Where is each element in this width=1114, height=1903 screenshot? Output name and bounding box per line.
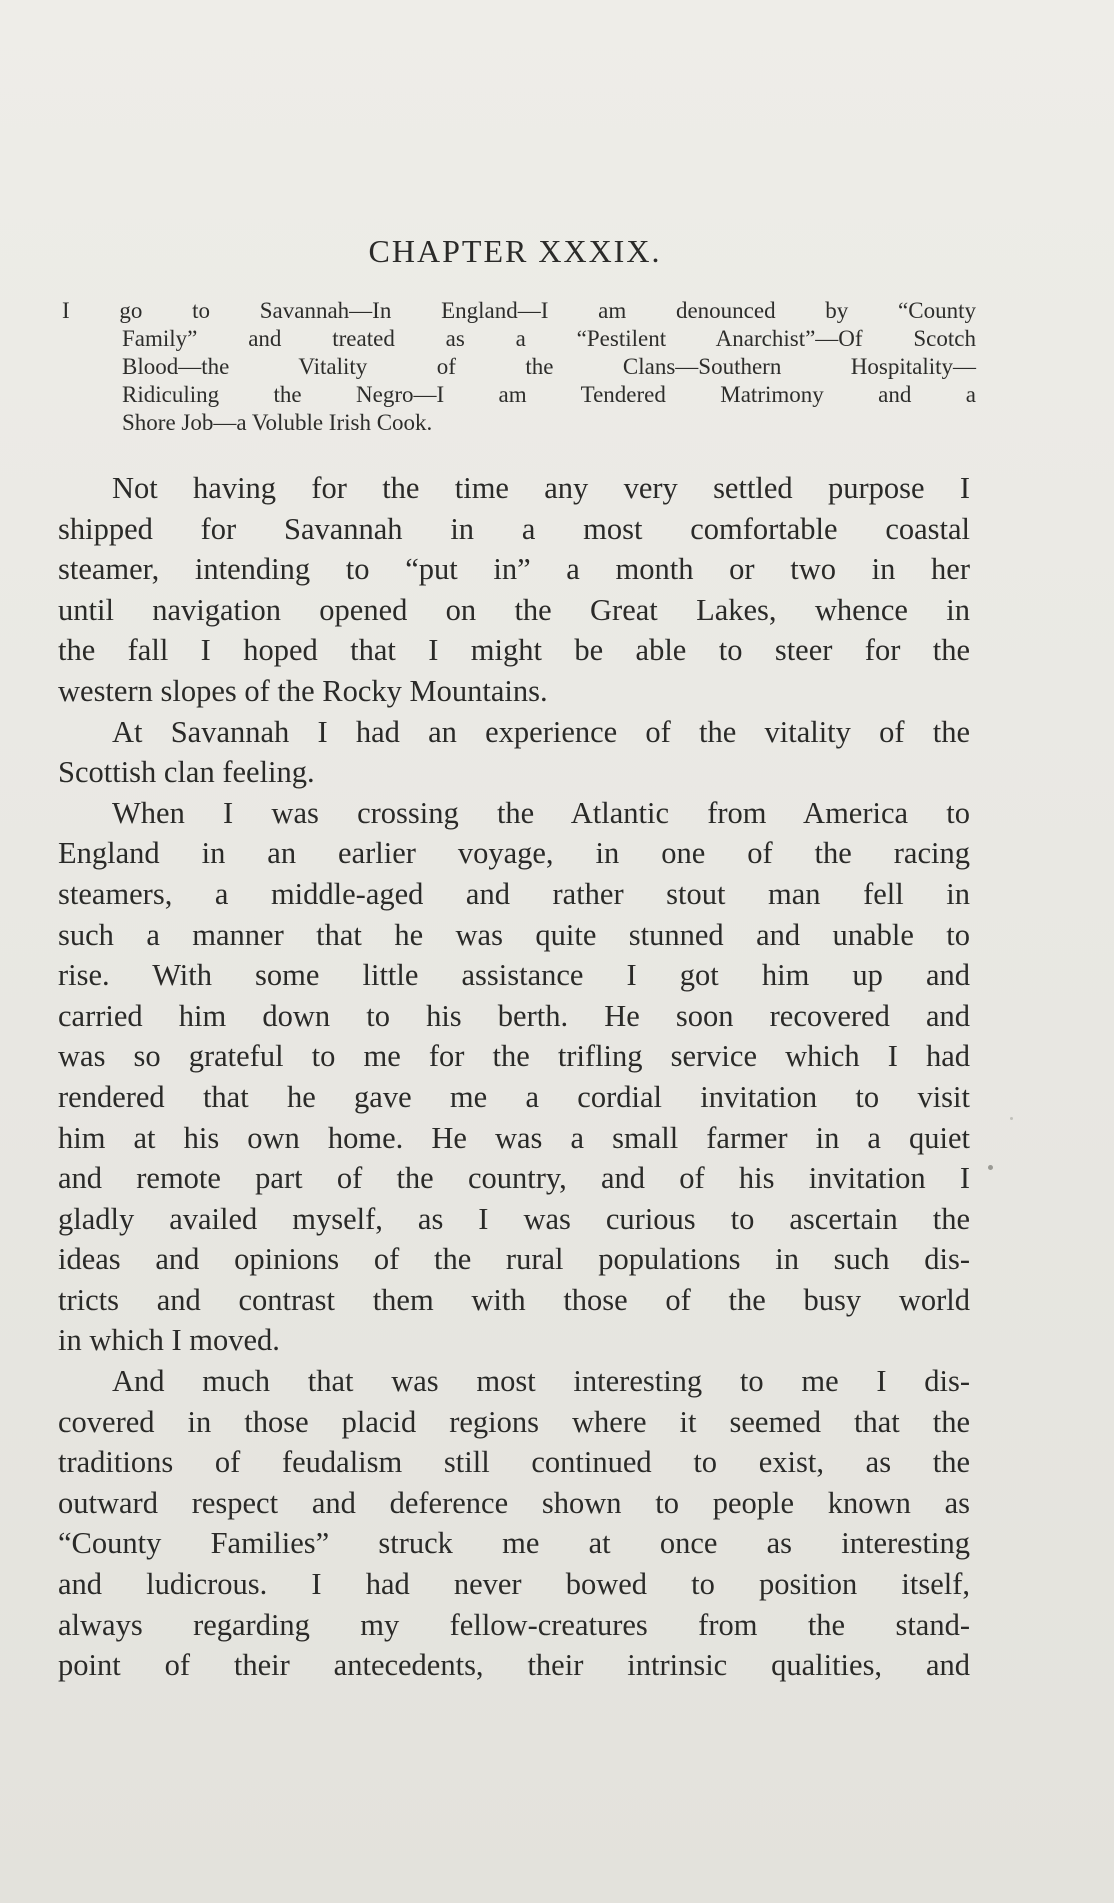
text-line: such a manner that he was quite stunned and unable to (58, 917, 970, 952)
text-line: shipped for Savannah in a most comfortable coastal (58, 511, 970, 546)
synopsis-line: Ridiculing the Negro—I am Tendered Matrimony and a (122, 382, 976, 407)
paper-speck (988, 1165, 993, 1170)
paragraph (58, 468, 970, 712)
text-line: traditions of feudalism still continued to exist, as the (58, 1445, 970, 1480)
synopsis-line: Shore Job—a Voluble Irish Cook. (122, 410, 433, 435)
text-line: was so grateful to me for the trifling service which I had (58, 1039, 970, 1074)
text-line: and remote part of the country, and of his invitation I (58, 1161, 970, 1196)
chapter-body (58, 468, 970, 1686)
text-line: Scottish clan feeling. (58, 755, 315, 790)
text-line: western slopes of the Rocky Mountains. (58, 673, 548, 708)
synopsis-line: Blood—the Vitality of the Clans—Southern Hospitality— (122, 354, 976, 379)
text-line: carried him down to his berth. He soon recovered and (58, 998, 970, 1033)
chapter-synopsis (62, 297, 976, 437)
text-line: Not having for the time any very settled purpose I (112, 471, 970, 505)
text-line: in which I moved. (58, 1323, 280, 1358)
text-line: At Savannah I had an experience of the vitality of the (112, 714, 970, 749)
paragraph (58, 1361, 970, 1686)
text-line: always regarding my fellow-creatures from the stand- (58, 1607, 970, 1642)
text-line: point of their antecedents, their intrinsic qualities, and (58, 1648, 970, 1683)
text-line: him at his own home. He was a small farmer in a quiet (58, 1120, 970, 1155)
paragraph (58, 793, 970, 1361)
text-line: ideas and opinions of the rural populations in such dis- (58, 1242, 970, 1277)
text-line: tricts and contrast them with those of the busy world (58, 1282, 970, 1317)
synopsis-line: I go to Savannah—In England—I am denounced by “County (62, 298, 976, 323)
text-line: steamer, intending to “put in” a month or two in her (58, 552, 970, 587)
text-line: steamers, a middle-aged and rather stout man fell in (58, 876, 970, 911)
text-line: rendered that he gave me a cordial invitation to visit (58, 1079, 970, 1114)
text-line: And much that was most interesting to me I dis- (112, 1364, 970, 1399)
chapter-title: CHAPTER XXXIX. (368, 233, 662, 269)
text-line: England in an earlier voyage, in one of the racing (58, 836, 970, 871)
synopsis-line: Family” and treated as a “Pestilent Anarchist”—Of Scotch (122, 326, 976, 351)
text-line: gladly availed myself, as I was curious to ascertain the (58, 1201, 970, 1236)
text-line: and ludicrous. I had never bowed to position itself, (58, 1567, 970, 1602)
text-line: When I was crossing the Atlantic from America to (112, 795, 970, 830)
paper-speck (1010, 1117, 1013, 1120)
paragraph (58, 712, 970, 793)
text-line: covered in those placid regions where it seemed that the (58, 1404, 970, 1439)
text-line: “County Families” struck me at once as interesting (58, 1526, 970, 1561)
text-line: until navigation opened on the Great Lakes, whence in (58, 592, 970, 627)
text-line: the fall I hoped that I might be able to steer for the (58, 633, 970, 668)
text-line: rise. With some little assistance I got him up and (58, 958, 970, 993)
text-line: outward respect and deference shown to people known as (58, 1485, 970, 1520)
